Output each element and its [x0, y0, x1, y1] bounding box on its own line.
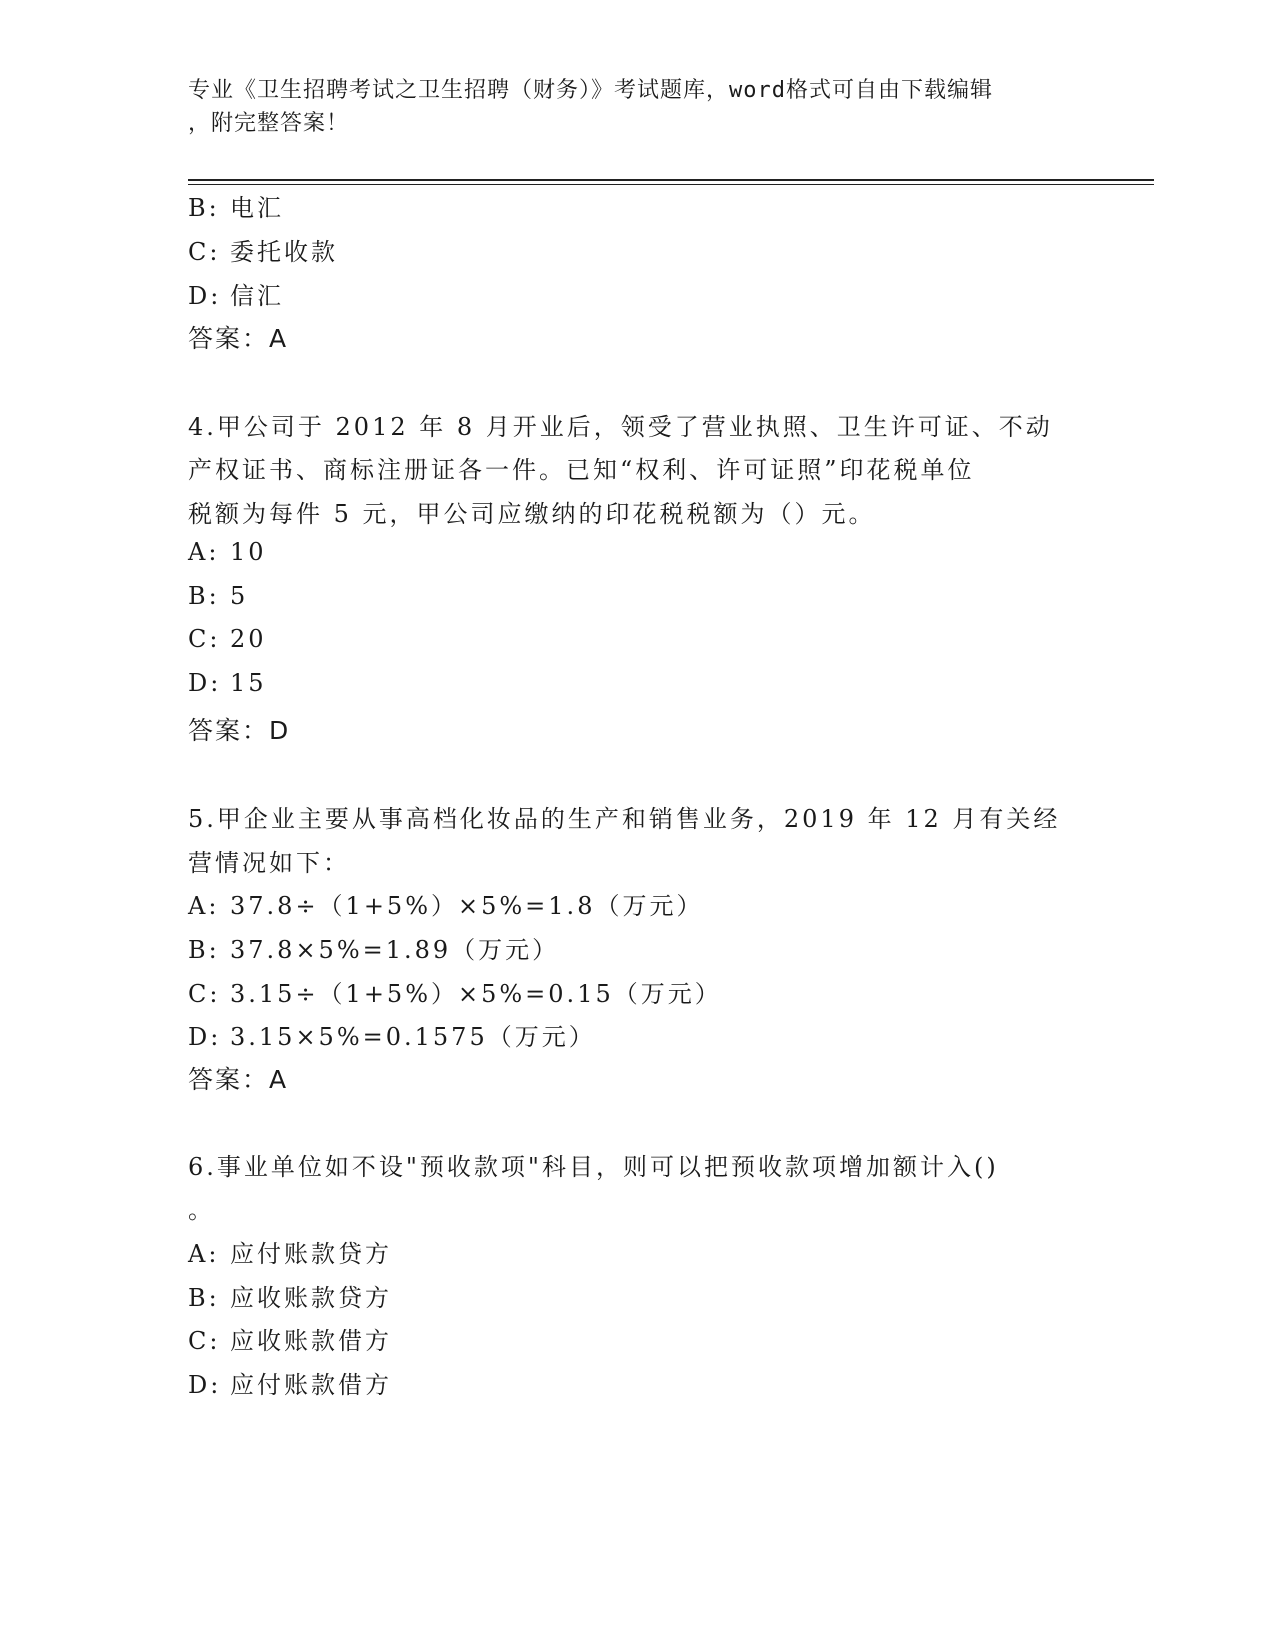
- header-line-2: ，附完整答案！: [188, 111, 350, 136]
- q4-stem-line-3: 税额为每件 5 元，甲公司应缴纳的印花税税额为（）元。: [188, 500, 876, 528]
- header-divider-thick: [188, 179, 1154, 181]
- q6-option-a: A: 应付账款贷方: [188, 1240, 392, 1268]
- q6-stem-line-1: 6.事业单位如不设"预收款项"科目，则可以把预收款项增加额计入(): [188, 1153, 999, 1181]
- q3-option-c: C: 委托收款: [188, 238, 338, 266]
- q6-option-d: D: 应付账款借方: [188, 1371, 392, 1399]
- q5-option-a: A: 37.8÷（1+5%）×5%=1.8（万元）: [188, 892, 704, 920]
- q6-option-b: B: 应收账款贷方: [188, 1284, 392, 1312]
- q3-option-b: B: 电汇: [188, 194, 284, 222]
- q4-option-a: A: 10: [188, 538, 267, 566]
- q4-stem-line-2: 产权证书、商标注册证各一件。已知“权利、许可证照”印花税单位: [188, 456, 975, 484]
- q6-option-c: C: 应收账款借方: [188, 1327, 392, 1355]
- q4-answer: 答案：D: [188, 716, 291, 745]
- q5-answer: 答案：A: [188, 1065, 289, 1094]
- q5-option-b: B: 37.8×5%=1.89（万元）: [188, 936, 560, 964]
- header-line-1: 专业《卫生招聘考试之卫生招聘（财务）》考试题库，word格式可自由下载编辑: [188, 78, 993, 103]
- q5-option-c: C: 3.15÷（1+5%）×5%=0.15（万元）: [188, 980, 722, 1008]
- q4-option-c: C: 20: [188, 625, 267, 653]
- q5-stem-line-2: 营情况如下：: [188, 849, 350, 877]
- page-header: [188, 74, 1088, 140]
- header-divider-thin: [188, 184, 1154, 185]
- q5-stem-line-1: 5.甲企业主要从事高档化妆品的生产和销售业务，2019 年 12 月有关经: [188, 805, 1061, 833]
- q4-option-d: D: 15: [188, 669, 267, 697]
- q3-option-d: D: 信汇: [188, 282, 284, 310]
- q3-answer: 答案：A: [188, 324, 289, 353]
- q4-stem-line-1: 4.甲公司于 2012 年 8 月开业后，领受了营业执照、卫生许可证、不动: [188, 413, 1053, 441]
- q6-stem-line-2: 。: [188, 1196, 215, 1224]
- q4-option-b: B: 5: [188, 582, 249, 610]
- q5-option-d: D: 3.15×5%=0.1575（万元）: [188, 1023, 596, 1051]
